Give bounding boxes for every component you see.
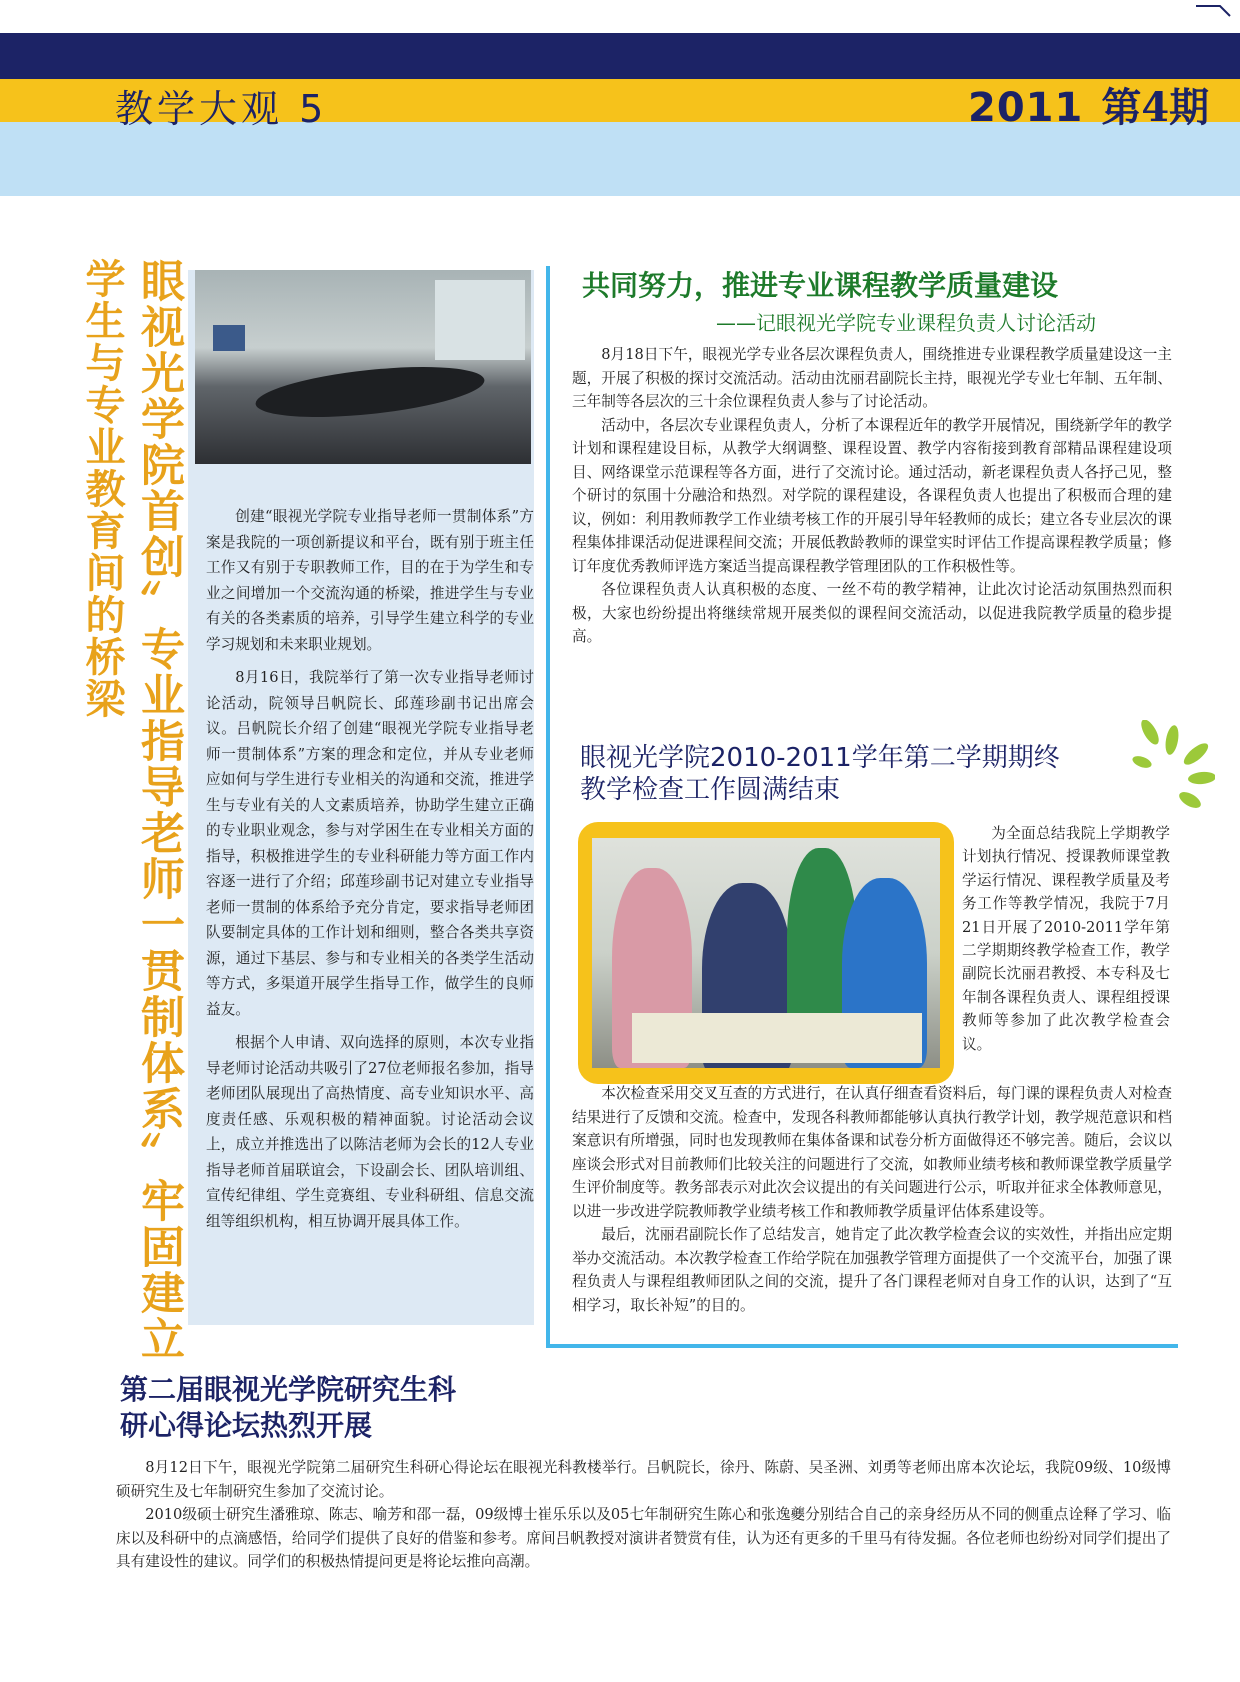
page-corner-icon: [1196, 0, 1240, 20]
header-blue-band: [0, 122, 1240, 196]
issue-label: [968, 76, 1209, 133]
left-article-paragraph: 根据个人申请、双向选择的原则，本次专业指导老师讨论活动共吸引了27位老师报名参加，指导老师团队展现出了高热情度、高专业知识水平、高度责任感、乐观积极的精神面貌。讨论活动会议上，成立并推选出了以陈洁老师为会长的12人专业指导老师首届联谊会，下设副会长、团队培训组、宣传纪律组、学生竞赛组、专业科研组、信息交流组等组织机构，相互协调开展具体工作。: [206, 1034, 534, 1230]
article2-paragraph: 最后，沈丽君副院长作了总结发言，她肯定了此次教学检查会议的实效性，并指出应定期举办交流活动。本次教学检查工作给学院在加强教学管理方面提供了一个交流平台，加强了课程负责人与课程组教师团队之间的交流，提升了各门课程老师对自身工作的认识，达到了“互相学习，取长补短”的目的。: [572, 1226, 1172, 1314]
photo-painting: [213, 325, 245, 351]
sunburst-decoration-icon: [1130, 720, 1215, 810]
article3-title-line2: 研心得论坛热烈开展: [120, 1409, 373, 1442]
article1-paragraph: 8月18日下午，眼视光学专业各层次课程负责人，围绕推进专业课程教学质量建设这一主题，开展了积极的探讨交流活动。活动由沈丽君副院长主持，眼视光学专业七年制、五年制、三年制等各层次的三十余位课程负责人参与了讨论活动。: [572, 346, 1172, 410]
article3-body: [116, 1456, 1171, 1574]
article2-paragraph: 本次检查采用交叉互查的方式进行，在认真仔细查看资料后，每门课的课程负责人对检查结果进行了反馈和交流。检查中，发现各科教师都能够认真执行教学计划，教学规范意识和档案意识有所增强，同时也发现教师在集体备课和试卷分析方面做得还不够完善。随后，会议以座谈会形式对目前教师们比较关注的问题进行了交流，如教师业绩考核和教师课堂教学质量学生评价制度等。教务部表示对此次会议提出的有关问题进行公示，听取并征求全体教师意见，以进一步改进学院教师教学业绩考核工作和教师教学质量评估体系建设等。: [572, 1085, 1172, 1220]
left-article-body: [206, 504, 534, 1234]
photo-window: [435, 280, 525, 360]
section-title: 教学大观 5: [115, 87, 328, 131]
photo-conference-table: [253, 358, 486, 426]
article2-title: [580, 742, 1140, 806]
left-article-paragraph: 8月16日，我院举行了第一次专业指导老师讨论活动，院领导吕帆院长、邱莲珍副书记出席会议。吕帆院长介绍了创建“眼视光学院专业指导老师一贯制体系”方案的理念和定位，并从专业老师应如何与学生进行专业相关的沟通和交流，推进学生与专业有关的人文素质培养，协助学生建立正确的专业职业观念，参与对学困生在专业相关方面的指导，积极推进学生的专业科研能力等方面工作内容逐一进行了介绍；邱莲珍副书记对建立专业指导老师一贯制的体系给予充分肯定，要求指导老师团队要制定具体的工作计划和细则，整合各类共享资源，通过下基层、参与和专业相关的各类学生活动等方式，多渠道开展学生指导工作，做学生的良师益友。: [206, 669, 534, 1018]
article1-body: [572, 343, 1172, 649]
article3-paragraph: 8月12日下午，眼视光学院第二届研究生科研心得论坛在眼视光科教楼举行。吕帆院长，徐丹、陈蔚、吴圣洲、刘勇等老师出席本次论坛，我院09级、10级博硕研究生及七年制研究生参加了交流讨论。: [116, 1459, 1171, 1500]
left-article-paragraph: 创建“眼视光学院专业指导老师一贯制体系”方案是我院的一项创新提议和平台，既有别于班主任工作又有别于专职教师工作，目的在于为学生和专业之间增加一个交流沟通的桥梁，推进学生与专业有关的各类素质的培养，引导学生建立科学的专业学习规划和未来职业规划。: [206, 508, 534, 653]
issue-number: 第4期: [1101, 84, 1210, 131]
issue-year: 2011: [968, 85, 1084, 131]
article2-title-line1: 眼视光学院2010-2011学年第二学期期终: [580, 743, 1060, 773]
side-title-line1: 学生与专业教育间的桥梁: [79, 258, 125, 720]
article2-intro: [962, 822, 1170, 1056]
article3-title-line1: 第二届眼视光学院研究生科: [120, 1373, 457, 1406]
article1-title: 共同努力，推进专业课程教学质量建设: [582, 269, 1059, 302]
article1-paragraph: 各位课程负责人认真积极的态度、一丝不苟的教学精神，让此次讨论活动氛围热烈而积极，大家也纷纷提出将继续常规开展类似的课程间交流活动，以促进我院教学质量的稳步提高。: [572, 581, 1172, 645]
article1-subtitle: ——记眼视光学院专业课程负责人讨论活动: [716, 311, 1096, 335]
meeting-photo: [195, 270, 531, 464]
photo-papers: [632, 1013, 922, 1063]
article2-intro-paragraph: 为全面总结我院上学期教学计划执行情况、授课教师课堂教学运行情况、课程教学质量及考务工作等教学情况，我院于7月21日开展了2010-2011学年第二学期期终教学检查工作，教学副院长沈丽君教授、本专科及七年制各课程负责人、课程组授课教师等参加了此次教学检查会议。: [962, 825, 1170, 1053]
article1-paragraph: 活动中，各层次专业课程负责人，分析了本课程近年的教学开展情况，围绕新学年的教学计划和课程建设目标，从教学大纲调整、课程设置、教学内容衔接到教育部精品课程建设项目、网络课堂示范课程等各方面，进行了交流讨论。通过活动，新老课程负责人各抒己见，整个研讨的氛围十分融洽和热烈。对学院的课程建设，各课程负责人也提出了积极而合理的建议，例如：利用教师教学工作业绩考核工作的开展引导年轻教师的成长；建立各专业层次的课程集体排课活动促进课程间交流；开展低教龄教师的课堂实时评估工作提高课程教学质量；修订年度优秀教师评选方案适当提高课程教学管理团队的工作积极性等。: [572, 416, 1172, 575]
article2-body: [572, 1082, 1172, 1317]
inspection-photo: [592, 838, 940, 1068]
article2-title-line2: 教学检查工作圆满结束: [580, 775, 841, 805]
article3-title: [120, 1372, 540, 1444]
side-title-line2: 眼视光学院首创〞专业指导老师一贯制体系〞牢固建立: [133, 258, 184, 1362]
article3-paragraph: 2010级硕士研究生潘雅琼、陈志、喻芳和邵一磊，09级博士崔乐乐以及05七年制研究生陈心和张逸夔分别结合自己的亲身经历从不同的侧重点诠释了学习、临床以及科研中的点滴感悟，给同学们提供了良好的借鉴和参考。席间吕帆教授对演讲者赞赏有佳，认为还有更多的千里马有待发掘。各位老师也纷纷对同学们提出了具有建设性的建议。同学们的积极热情提问更是将论坛推向高潮。: [116, 1506, 1171, 1570]
header-navy-band: [0, 33, 1240, 79]
